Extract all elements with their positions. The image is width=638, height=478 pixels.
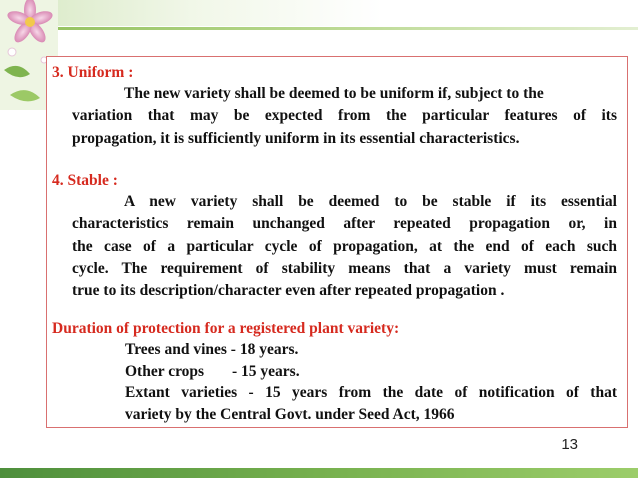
stable-line-4: cycle. The requirement of stability means that a variety must remain [72, 259, 617, 277]
stable-line-1: A new variety shall be deemed to be stable if its essential [124, 193, 617, 210]
uniform-heading: 3. Uniform : [52, 64, 134, 81]
content-box [46, 56, 628, 428]
uniform-line-1: The new variety shall be deemed to be uniform if, subject to the [124, 85, 544, 102]
bottom-decorative-bar [0, 468, 638, 478]
section-stable [52, 171, 617, 302]
uniform-line-2: variation that may be expected from the particular features of its [72, 107, 617, 125]
top-decorative-bar [0, 0, 638, 26]
section-uniform [52, 63, 617, 150]
top-green-rule [0, 27, 638, 30]
stable-line-3: the case of a particular cycle of propagation, at the end of each such [72, 237, 617, 255]
other-crops-value: - 15 years. [232, 362, 300, 380]
duration-trees: Trees and vines - 18 years. [125, 341, 299, 358]
stable-paragraph [52, 191, 617, 302]
uniform-line-3: propagation, it is sufficiently uniform in its essential characteristics. [72, 129, 520, 147]
uniform-paragraph [52, 83, 617, 150]
duration-other-crops [52, 361, 617, 383]
duration-extant-line-1: Extant varieties - 15 years from the date of notification of that [125, 384, 617, 401]
slide-number: 13 [561, 436, 578, 453]
duration-extant-line-2: variety by the Central Govt. under Seed Act, 1966 [125, 405, 455, 423]
stable-line-5: true to its description/character even after repeated propagation . [72, 282, 505, 300]
stable-heading: 4. Stable : [52, 172, 118, 189]
duration-heading: Duration of protection for a registered plant variety: [52, 320, 400, 337]
section-duration [52, 319, 617, 425]
other-crops-label: Other crops [125, 362, 205, 380]
stable-line-2: characteristics remain unchanged after repeated propagation or, in [72, 215, 617, 233]
